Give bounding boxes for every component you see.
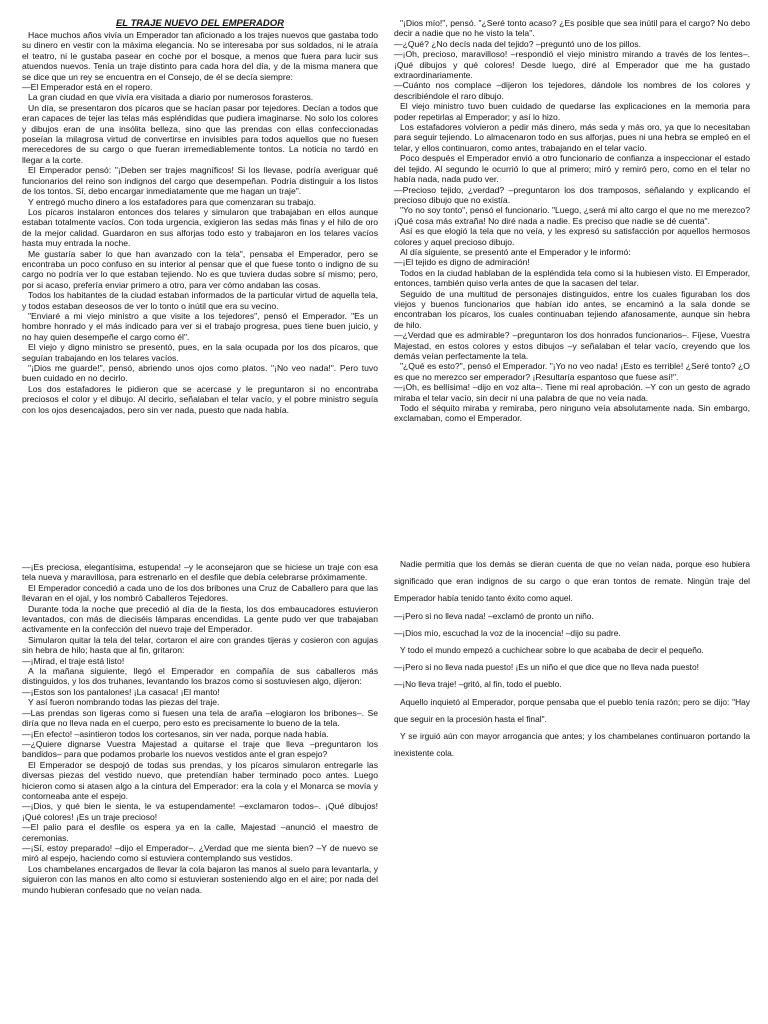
story-title: EL TRAJE NUEVO DEL EMPERADOR	[115, 18, 285, 29]
paragraph: —Precioso tejido, ¿verdad? –preguntaron los dos tramposos, señalando y explicando el precioso dibujo que no existía.	[394, 184, 750, 205]
paragraphs	[22, 562, 378, 895]
paragraph: Y entregó mucho dinero a los estafadores para que comenzaran su trabajo.	[28, 196, 316, 207]
paragraph: Los estafadores volvieron a pedir más dinero, más seda y más oro, ya que lo necesitaban para seguir tejiendo. Lo almacenaron todo en sus alforjas, pues ni una hebra se empleó en el telar, y ellos continuaron, como antes, trabajando en el telar vacío.	[394, 122, 750, 153]
paragraph: El Emperador se despojó de todas sus prendas, y los pícaros simularon entregarle las diversas piezas del vestido nuevo, que pretendían haber terminado poco antes. Luego hicieron como si atasen algo a la cintura del Emperador: era la cola y el Monarca se movía y contorneaba ante el espejo.	[22, 759, 378, 801]
paragraph: Los dos estafadores le pidieron que se acercase y le preguntaron si no encontraba preciosos el color y el dibujo. Al decirlo, señalaban el telar vacío, y el pobre ministro seguía con los ojos desencajados, pero sin ver nada, puesto que nada había.	[22, 383, 378, 415]
page1-left-column	[22, 18, 378, 520]
paragraph: —El palio para el desfile os espera ya en la calle, Majestad –anunció el maestro de ceremonias.	[22, 822, 378, 843]
paragraph: Seguido de una multitud de personajes distinguidos, entre los cuales figuraban los dos viejos y buenos funcionarios que habían ido antes, se encaminó a la sala donde se encontraban los pícaros, los cuales continuaban tejiendo afanosamente, aunque sin hebra de hilo.	[394, 288, 750, 330]
page1-right-column	[394, 18, 750, 520]
paragraph: —¡No lleva traje! –gritó, al fin, todo el pueblo.	[394, 679, 562, 690]
paragraph: Nadie permitía que los demás se dieran cuenta de que no veían nada, porque eso hubiera significado que eran indignos de su cargo o que eran tontos de remate. Ningún traje del Emperador había tenido tanto éxito como aquel.	[394, 559, 750, 604]
paragraph: "¿Qué es esto?", pensó el Emperador. "¡Yo no veo nada! ¡Esto es terrible! ¿Seré tonto? ¿O es que no merezco ser emperador? ¡Resultaría espantoso que fuese así!".	[394, 361, 750, 382]
paragraph: —¡En efecto! –asintieron todos los cortesanos, sin ver nada, porque nada había.	[22, 728, 329, 739]
paragraph: A la mañana siguiente, llegó el Emperador en compañía de sus caballeros más distinguidos, y los dos truhanes, levantando los brazos como si sostuviesen algo, dijeron:	[22, 666, 378, 687]
paragraph: Y todo el mundo empezó a cuchichear sobre lo que acababa de decir el pequeño.	[400, 645, 704, 656]
paragraph: "Yo no soy tonto", pensó el funcionario. "Luego, ¿será mi alto cargo el que no me merezco? ¡Qué cosa más extraña! No diré nada a nadie. Es preciso que nadie se dé cuenta".	[394, 205, 750, 226]
paragraph: Al día siguiente, se presentó ante el Emperador y le informó:	[400, 246, 631, 257]
paragraph: —¡Sí, estoy preparado! –dijo el Emperador–. ¿Verdad que me sienta bien? –Y de nuevo se miró al espejo, haciendo como si estuviera contemplando sus vestidos.	[22, 842, 378, 864]
paragraph: Los chambelanes encargados de llevar la cola bajaron las manos al suelo para levantarla, y siguieron con las manos en alto como si estuvieran sosteniendo algo en el aire; por nada del mundo hubieran confesado que no veían nada.	[22, 863, 378, 895]
page2-left-column	[22, 562, 378, 1024]
paragraph: —¡Pero si no lleva nada puesto! ¡Es un niño el que dice que no lleva nada puesto!	[394, 662, 699, 673]
paragraph: El Emperador concedió a cada uno de los dos bribones una Cruz de Caballero para que las llevaran en el ojal, y los nombró Caballeros Tejedores.	[22, 582, 378, 604]
paragraphs	[394, 556, 750, 762]
paragraph: Poco después el Emperador envió a otro funcionario de confianza a inspeccionar el estado del tejido. Al segundo le ocurrió lo que al primero; miró y remiró pero, como en el telar no había nada, nada pudo ver.	[394, 153, 750, 185]
paragraphs	[394, 18, 750, 424]
paragraph: —¡Dios mío, escuchad la voz de la inocencia! –dijo su padre.	[394, 627, 621, 638]
paragraph: —¡El tejido es digno de admiración!	[394, 257, 530, 268]
paragraph: Todos en la ciudad hablaban de la espléndida tela como si la hubiesen visto. El Emperador, entonces, también quiso verla antes de que la sacasen del telar.	[394, 267, 750, 289]
paragraph: Los pícaros instalaron entonces dos telares y simularon que trabajaban en ellos aunque estaban totalmente vacíos. Con toda urgencia, exigieron las sedas más finas y el hilo de oro de la mejor calidad. Guardaron en sus alforjas todo esto y trabajaron en los telares vacíos hasta muy entrada la noche.	[22, 206, 378, 249]
paragraph: —¡Oh, precioso, maravilloso! –respondió el viejo ministro mirando a través de los lentes–. ¡Qué dibujos y qué colores! Desde luego, diré al Emperador que me ha gustado extraordinariamente.	[394, 49, 750, 81]
paragraph: —¡Estos son los pantalones! ¡La casaca! ¡El manto!	[22, 686, 220, 697]
paragraph: Aquello inquietó al Emperador, porque pensaba que el pueblo tenía razón; pero se dijo: "Hay que seguir en la procesión hasta el final".	[394, 696, 750, 724]
paragraph: "¡Dios mío!", pensó. "¿Seré tonto acaso? ¿Es posible que sea inútil para el cargo? No debo decir a nadie que no he visto la tela".	[394, 18, 750, 39]
paragraph: Y se irguió aún con mayor arrogancia que antes; y los chambelanes continuaron portando la inexistente cola.	[394, 731, 750, 759]
paragraph: El viejo y digno ministro se presentó, pues, en la sala ocupada por los dos pícaros, que seguían trabajando en los telares vacíos.	[22, 342, 378, 363]
paragraph: —¿Qué? ¿No decís nada del tejido? –preguntó uno de los pillos.	[394, 38, 641, 49]
paragraph: Hace muchos años vivía un Emperador tan aficionado a los trajes nuevos que gastaba todo su dinero en vestir con la máxima elegancia. No se interesaba por sus soldados, ni le atraía el teatro, ni le gustaba pasear en coche por el bosque, a menos que fuera para lucir sus atuendos nuevos. Tenía un traje distinto para cada hora del día, y de la misma manera que se dice que un rey se encuentra en el Consejo, de él se decía siempre:	[22, 30, 378, 82]
paragraph: —El Emperador está en el ropero.	[22, 82, 153, 93]
paragraph: El Emperador pensó: "¡Deben ser trajes magníficos! Si los llevase, podría averiguar qué funcionarios del reino son indignos del cargo que desempeñan. Podría distinguir a los listos de los tontos. Sí, debo encargar inmediatamente que me hagan un traje".	[22, 165, 378, 197]
paragraph: —Cuánto nos complace –dijeron los tejedores, dándole los nombres de los colores y describiéndole el raro dibujo.	[394, 80, 750, 101]
paragraph: El viejo ministro tuvo buen cuidado de quedarse las explicaciones en la memoria para poder repetirlas al Emperador; y así lo hizo.	[394, 101, 750, 122]
paragraph: —¡Dios, y qué bien le sienta, le va estupendamente! –exclamaron todos–. ¡Qué dibujos! ¡Qué colores! ¡Es un traje precioso!	[22, 801, 378, 822]
paragraph: —¡Oh, es bellísima! –dijo en voz alta–. Tiene mi real aprobación. –Y con un gesto de agrado miraba el telar vacío, sin decir ni una palabra de que no veía nada.	[394, 382, 750, 403]
paragraph: "¡Dios me guarde!", pensó, abriendo unos ojos como platos. "¡No veo nada!". Pero tuvo buen cuidado en no decirlo.	[22, 363, 378, 384]
paragraph: La gran ciudad en que vivía era visitada a diario por numerosos forasteros.	[28, 92, 314, 103]
paragraph: Durante toda la noche que precedió al día de la fiesta, los dos embaucadores estuvieron levantados, con más de dieciséis lámparas encendidas. La gente pudo ver que trabajaban activamente en la confección del nuevo traje del Emperador.	[22, 603, 378, 635]
paragraph: Un día, se presentaron dos pícaros que se hacían pasar por tejedores. Decían a todos que eran capaces de tejer las telas más espléndidas que pudiera imaginarse. No solo los colores y dibujos eran de una insólita belleza, sino que las prendas con ellas confeccionadas poseían la milagrosa virtud de convertirse en invisibles para todos aquellos que no fuesen merecedores de su cargo o que fueran irremediablemente tontos. La noticia no tardó en llegar a la corte.	[22, 102, 378, 165]
paragraph: Así es que elogió la tela que no veía, y les expresó su satisfacción por aquellos hermosos colores y aquel precioso dibujo.	[394, 226, 750, 247]
paragraph: —¡Mirad, el traje está listo!	[22, 655, 125, 666]
paragraph: Me gustaría saber lo que han avanzado con la tela", pensaba el Emperador, pero se encontraba un poco confuso en su interior al pensar que el que fuese tonto o indigno de su cargo no podría ver lo que estaban tejiendo. No es que tuviera dudas sobre sí mismo; pero, por si acaso, prefería enviar primero a otro, para ver cómo andaban las cosas.	[22, 248, 378, 290]
paragraph: —¿Verdad que es admirable? –preguntaron los dos honrados funcionarios–. Fíjese, Vuestra Majestad, en estos colores y estos dibujos –y señalaban el telar vacío, creyendo que los demás veían perfectamente la tela.	[394, 330, 750, 361]
paragraph: Simularon quitar la tela del telar, cortaron el aire con grandes tijeras y cosieron con agujas sin hebra de hilo; hasta que al fin, gritaron:	[22, 634, 378, 656]
paragraph: —¡Es preciosa, elegantísima, estupenda! –y le aconsejaron que se hiciese un traje con esa tela nueva y maravillosa, para estrenarlo en el desfile que debía celebrarse próximamente.	[22, 562, 378, 583]
paragraph: —¿Quiere dignarse Vuestra Majestad a quitarse el traje que lleva –preguntaron los bandidos– para que podamos probarle los nuevos vestidos ante el gran espejo?	[22, 738, 378, 760]
paragraph: —¡Pero si no lleva nada! –exclamó de pronto un niño.	[394, 610, 594, 621]
page2-right-column	[394, 556, 750, 776]
paragraphs	[22, 30, 378, 415]
paragraph: "Enviaré a mi viejo ministro a que visite a los tejedores", pensó el Emperador. "Es un hombre honrado y el más indicado para ver si el trabajo progresa, pues tiene buen juicio, y no hay quien desempeñe el cargo como él".	[22, 310, 378, 342]
paragraph: —Las prendas son ligeras como si fuesen una tela de araña –elogiaron los bribones–. Se diría que no lleva nada en el cuerpo, pero esto es precisamente lo bueno de la tela.	[22, 707, 378, 729]
paragraph: Todo el séquito miraba y remiraba, pero ninguno veía absolutamente nada. Sin embargo, exclamaban, como el Emperador.	[394, 403, 750, 424]
paragraph: Todos los habitantes de la ciudad estaban informados de la particular virtud de aquella tela, y todos estaban deseosos de ver lo tonto o inútil que era su vecino.	[22, 290, 378, 311]
paragraph: Y así fueron nombrando todas las piezas del traje.	[28, 697, 220, 708]
